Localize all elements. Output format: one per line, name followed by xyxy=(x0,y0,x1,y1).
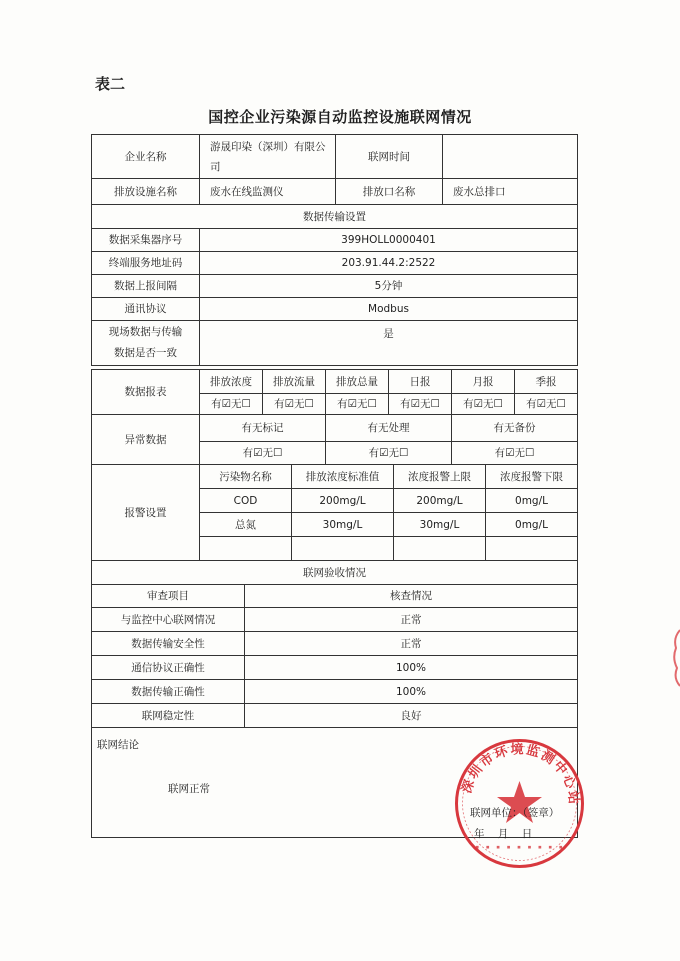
anomaly-item-name: 有无处理 xyxy=(326,415,452,442)
document-title: 国控企业污染源自动监控设施联网情况 xyxy=(208,108,472,126)
acceptance-result: 正常 xyxy=(245,608,578,632)
collector-label: 数据采集器序号 xyxy=(92,229,200,252)
consistent-value: 是 xyxy=(200,321,578,366)
interval-label: 数据上报间隔 xyxy=(92,275,200,298)
report-item-name: 月报 xyxy=(452,370,515,394)
report-item-check: 有☑无☐ xyxy=(200,394,263,415)
report-item-check: 有☑无☐ xyxy=(515,394,578,415)
report-item-check: 有☑无☐ xyxy=(326,394,389,415)
svg-text:▪ ▪ ▪ ▪ ▪ ▪ ▪ ▪ ▪: ▪ ▪ ▪ ▪ ▪ ▪ ▪ ▪ ▪ xyxy=(475,843,564,851)
alarm-label: 报警设置 xyxy=(92,465,200,561)
interval-value: 5分钟 xyxy=(200,275,578,298)
alarm-header: 浓度报警上限 xyxy=(394,465,486,489)
collector-value: 399HOLL0000401 xyxy=(200,229,578,252)
report-item-check: 有☑无☐ xyxy=(389,394,452,415)
acceptance-header: 核查情况 xyxy=(245,585,578,608)
anomaly-table xyxy=(91,414,578,465)
server-value: 203.91.44.2:2522 xyxy=(200,252,578,275)
acceptance-result: 100% xyxy=(245,680,578,704)
acceptance-item: 联网稳定性 xyxy=(92,704,245,728)
company-name-label: 企业名称 xyxy=(92,135,200,179)
alarm-cell: 总氮 xyxy=(200,513,292,537)
alarm-cell xyxy=(200,537,292,561)
report-item-name: 排放流量 xyxy=(263,370,326,394)
report-item-name: 日报 xyxy=(389,370,452,394)
acceptance-item: 数据传输正确性 xyxy=(92,680,245,704)
acceptance-header: 审查项目 xyxy=(92,585,245,608)
anomaly-item-check: 有☑无☐ xyxy=(452,442,578,465)
anomaly-item-name: 有无备份 xyxy=(452,415,578,442)
alarm-header: 排放浓度标准值 xyxy=(292,465,394,489)
alarm-cell: 30mg/L xyxy=(394,513,486,537)
alarm-cell: 200mg/L xyxy=(292,489,394,513)
alarm-cell xyxy=(486,537,578,561)
transmission-section-title: 数据传输设置 xyxy=(92,205,578,229)
network-time-label: 联网时间 xyxy=(336,135,443,179)
conclusion-label: 联网结论 xyxy=(97,739,139,751)
report-item-check: 有☑无☐ xyxy=(263,394,326,415)
anomaly-label: 异常数据 xyxy=(92,415,200,465)
acceptance-item: 数据传输安全性 xyxy=(92,632,245,656)
acceptance-row xyxy=(92,632,578,656)
acceptance-row xyxy=(92,680,578,704)
alarm-header: 浓度报警下限 xyxy=(486,465,578,489)
acceptance-item: 与监控中心联网情况 xyxy=(92,608,245,632)
report-item-name: 季报 xyxy=(515,370,578,394)
acceptance-result: 良好 xyxy=(245,704,578,728)
seal-text: 深圳市环境监测中心站 xyxy=(459,742,581,807)
anomaly-item-check: 有☑无☐ xyxy=(200,442,326,465)
official-seal-icon xyxy=(453,737,586,870)
network-time-value xyxy=(443,135,578,179)
alarm-cell xyxy=(394,537,486,561)
alarm-header: 污染物名称 xyxy=(200,465,292,489)
alarm-cell: 0mg/L xyxy=(486,489,578,513)
conclusion-text: 联网正常 xyxy=(168,783,210,795)
acceptance-row xyxy=(92,608,578,632)
outlet-value: 废水总排口 xyxy=(443,179,578,205)
alarm-table xyxy=(91,464,578,561)
consistent-label-line2: 数据是否一致 xyxy=(114,347,177,359)
protocol-label: 通讯协议 xyxy=(92,298,200,321)
company-name-value: 游晟印染（深圳）有限公司 xyxy=(200,135,336,179)
acceptance-result: 正常 xyxy=(245,632,578,656)
server-label: 终端服务地址码 xyxy=(92,252,200,275)
acceptance-row xyxy=(92,704,578,728)
signer-label: 联网单位：（签章） xyxy=(470,807,560,819)
acceptance-result: 100% xyxy=(245,656,578,680)
report-item-name: 排放总量 xyxy=(326,370,389,394)
consistent-label xyxy=(92,321,200,366)
alarm-cell: 200mg/L xyxy=(394,489,486,513)
anomaly-item-check: 有☑无☐ xyxy=(326,442,452,465)
table-label: 表二 xyxy=(95,75,126,93)
outlet-label: 排放口名称 xyxy=(336,179,443,205)
report-table xyxy=(91,369,578,415)
acceptance-row xyxy=(92,656,578,680)
protocol-value: Modbus xyxy=(200,298,578,321)
anomaly-item-name: 有无标记 xyxy=(200,415,326,442)
acceptance-section-title: 联网验收情况 xyxy=(92,561,578,585)
seam-seal-mark-icon xyxy=(670,628,680,688)
alarm-cell: 0mg/L xyxy=(486,513,578,537)
consistent-label-line1: 现场数据与传输 xyxy=(108,326,183,338)
report-item-name: 排放浓度 xyxy=(200,370,263,394)
transmission-table xyxy=(91,134,578,366)
report-item-check: 有☑无☐ xyxy=(452,394,515,415)
acceptance-item: 通信协议正确性 xyxy=(92,656,245,680)
alarm-cell xyxy=(292,537,394,561)
alarm-cell: 30mg/L xyxy=(292,513,394,537)
facility-label: 排放设施名称 xyxy=(92,179,200,205)
alarm-cell: COD xyxy=(200,489,292,513)
signing-date: 年 月 日 xyxy=(474,828,533,840)
report-label: 数据报表 xyxy=(92,370,200,415)
facility-value: 废水在线监测仪 xyxy=(200,179,336,205)
